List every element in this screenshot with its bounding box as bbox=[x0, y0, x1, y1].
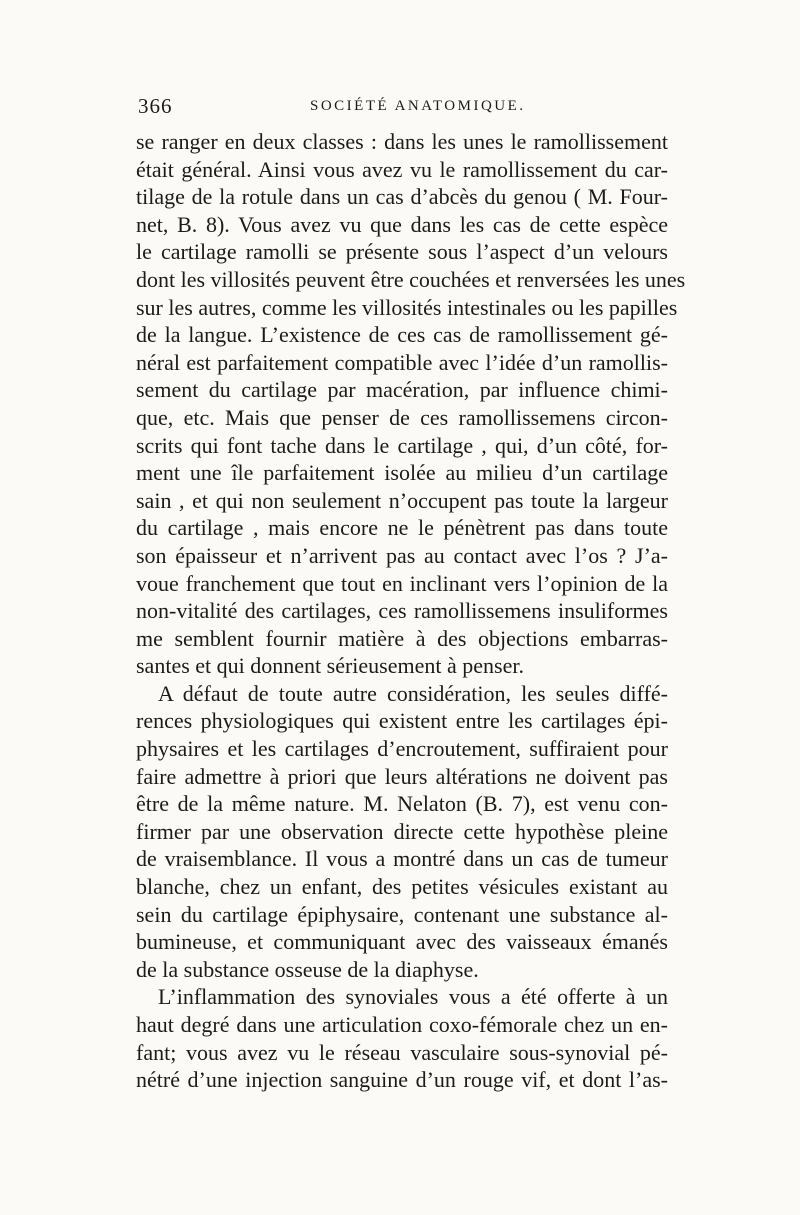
text-line: de vraisemblance. Il vous a montré dans un cas de tumeur bbox=[136, 846, 668, 872]
text-line: fant; vous avez vu le réseau vasculaire sous-synovial pé- bbox=[136, 1039, 668, 1065]
text-line: L’inflammation des synoviales vous a été offerte à un bbox=[158, 984, 668, 1010]
text-line: du cartilage , mais encore ne le pénètrent pas dans toute bbox=[136, 515, 668, 541]
page-number: 366 bbox=[138, 94, 173, 118]
body-text bbox=[136, 128, 686, 1094]
text-line: firmer par une observation directe cette hypothèse pleine bbox=[136, 818, 668, 844]
text-line: son épaisseur et n’arrivent pas au contact avec l’os ? J’a- bbox=[136, 542, 668, 568]
text-line: ment une île parfaitement isolée au milieu d’un cartilage bbox=[136, 460, 668, 486]
text-line: dont les villosités peuvent être couchées et renversées les unes bbox=[136, 266, 686, 292]
text-line: faire admettre à priori que leurs altérations ne doivent pas bbox=[136, 763, 668, 789]
page-header bbox=[138, 94, 668, 124]
text-line: santes et qui donnent sérieusement à penser. bbox=[136, 653, 524, 679]
text-line: le cartilage ramolli se présente sous l’aspect d’un velours bbox=[136, 239, 668, 265]
text-line: A défaut de toute autre considération, les seules diffé- bbox=[158, 680, 668, 706]
text-line: sur les autres, comme les villosités intestinales ou les papilles bbox=[136, 294, 678, 320]
text-line: être de la même nature. M. Nelaton (B. 7), est venu con- bbox=[136, 791, 668, 817]
text-line: sain , et qui non seulement n’occupent pas toute la largeur bbox=[136, 487, 668, 513]
text-line: voue franchement que tout en inclinant vers l’opinion de la bbox=[136, 570, 668, 596]
text-line: haut degré dans une articulation coxo-fémorale chez un en- bbox=[136, 1012, 668, 1037]
text-line: scrits qui font tache dans le cartilage , qui, d’un côté, for- bbox=[136, 432, 668, 458]
text-line: néral est parfaitement compatible avec l’idée d’un ramollis- bbox=[136, 349, 668, 375]
text-line: était général. Ainsi vous avez vu le ramollissement du car- bbox=[136, 156, 668, 182]
text-line: physaires et les cartilages d’encroutement, suffiraient pour bbox=[136, 736, 668, 762]
text-line: bumineuse, et communiquant avec des vaisseaux émanés bbox=[136, 929, 668, 955]
text-line: nétré d’une injection sanguine d’un rouge vif, et dont l’as- bbox=[136, 1067, 668, 1093]
text-line: non-vitalité des cartilages, ces ramollissemens insuliformes bbox=[136, 598, 668, 624]
running-title: SOCIÉTÉ ANATOMIQUE. bbox=[310, 98, 526, 114]
text-line: que, etc. Mais que penser de ces ramollissemens circon- bbox=[136, 404, 668, 430]
text-line: sein du cartilage épiphysaire, contenant une substance al- bbox=[136, 901, 668, 927]
text-line: tilage de la rotule dans un cas d’abcès du genou ( M. Four- bbox=[136, 184, 668, 210]
text-line: rences physiologiques qui existent entre les cartilages épi- bbox=[136, 708, 668, 734]
text-line: sement du cartilage par macération, par influence chimi- bbox=[136, 377, 668, 403]
text-line: blanche, chez un enfant, des petites vésicules existant au bbox=[136, 874, 668, 900]
text-line: de la substance osseuse de la diaphyse. bbox=[136, 956, 479, 982]
text-line: de la langue. L’existence de ces cas de ramollissement gé- bbox=[136, 322, 668, 348]
text-line: me semblent fournir matière à des objections embarras- bbox=[136, 625, 668, 651]
text-line: se ranger en deux classes : dans les unes le ramollissement bbox=[136, 129, 668, 154]
text-line: net, B. 8). Vous avez vu que dans les cas de cette espèce bbox=[136, 211, 668, 237]
